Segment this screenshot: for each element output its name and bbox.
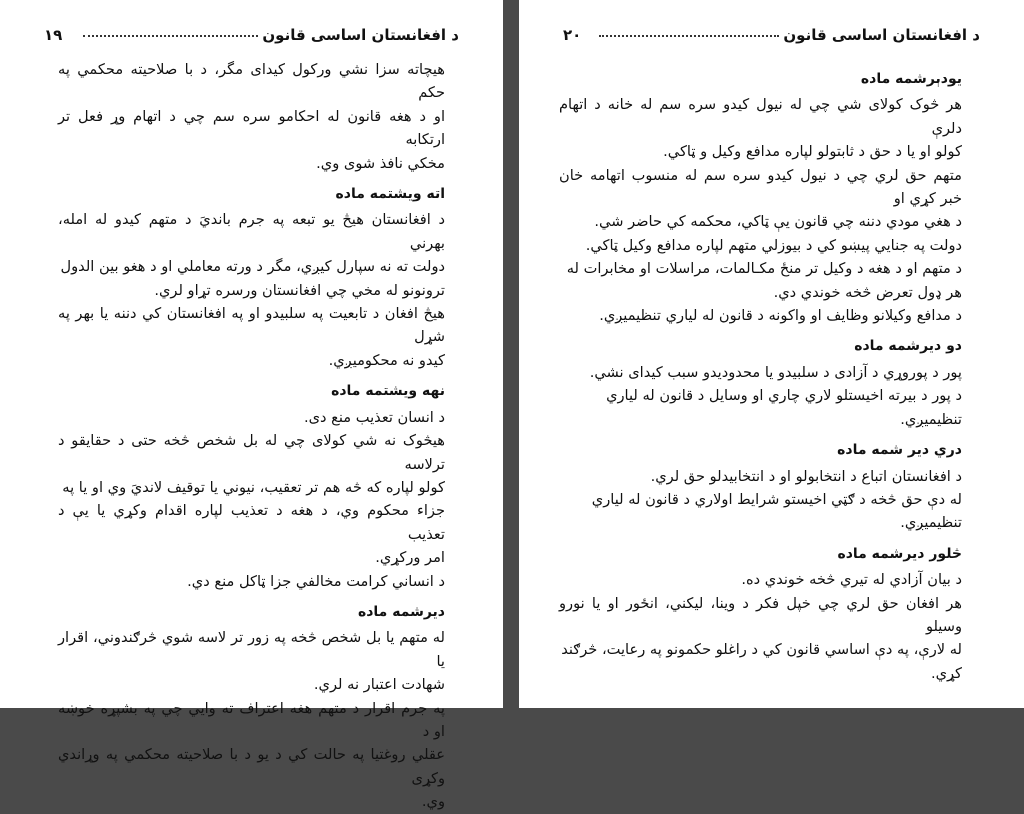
- text-line: هر افغان حق لري چي خپل فکر د وينا، ليکني، انځور او يا نورو وسيلو: [559, 594, 962, 635]
- text-line: دولت ته نه سپارل کيږي، مگر د ورته معاملي او د هغو بين الدول: [60, 258, 445, 276]
- article-heading: يودېرشمه ماده: [860, 71, 962, 87]
- article-paragraph: [58, 58, 445, 175]
- right-page: [519, 0, 1024, 708]
- left-page-header: [44, 26, 459, 48]
- text-line: جزاء محکوم وي، د هغه د تعذيب لپاره اقدام وکړي يا يې د تعذيب: [58, 502, 445, 543]
- header-title: د افغانستان اساسی قانون: [262, 26, 459, 44]
- text-line: د افغانستان هيڅ يو تبعه په جرم بانديَ د متهم کيدو له امله، بهرني: [58, 211, 445, 252]
- article-paragraph: [559, 592, 962, 686]
- article-paragraph: [559, 361, 962, 384]
- page-gutter: [503, 0, 519, 708]
- header-dotted-leader: [599, 35, 779, 37]
- article-paragraph: [559, 465, 962, 488]
- text-line: کولو او يا د حق د ثابتولو لپاره مدافع وکيل و ټاکي.: [663, 143, 962, 161]
- article-heading: ديرشمه ماده: [357, 603, 445, 620]
- text-line: د بيان آزادي له تيري څخه خوندي ده.: [741, 571, 962, 589]
- article-heading: دري دير شمه ماده: [837, 442, 962, 459]
- text-line: د انساني کرامت مخالفي جزا ټاکل منع دي.: [187, 572, 445, 590]
- left-page: [0, 0, 503, 811]
- text-line: دولت په جنايي پيښو کي د بيوزلي متهم لپاره مدافع وکيل ټاکي.: [585, 236, 962, 254]
- article-paragraph: [559, 488, 962, 535]
- article-paragraph: [559, 384, 962, 431]
- text-line: شهادت اعتبار نه لري.: [313, 676, 445, 694]
- article-paragraph: [58, 697, 445, 814]
- article-heading: اته ويشتمه ماده: [335, 186, 445, 203]
- article-paragraph: [559, 257, 962, 304]
- text-line: د پور د بيرته اخيستلو لاري چاري او وسايل د قانون له لياري: [606, 387, 962, 405]
- article-paragraph: [58, 302, 445, 372]
- text-line: کيدو نه محکوميږي.: [328, 351, 445, 369]
- text-line: هر ډول تعرض څخه خوندي دي.: [773, 283, 962, 301]
- header-title: د افغانستان اساسی قانون: [783, 26, 980, 44]
- article-paragraph: [58, 429, 445, 569]
- article-paragraph: [559, 234, 962, 257]
- text-line: پور د پوروړي د آزادى د سلبيدو يا محدوديدو سبب کيداى نشي.: [589, 363, 962, 381]
- text-line: د افغانستان اتباع د انتخابولو او د انتخابيدلو حق لري.: [650, 467, 962, 485]
- text-line: له متهم يا بل شخص څخه په زور تر لاسه شوي څرګندوني، اقرار يا: [58, 629, 445, 670]
- text-line: له دې حق څخه د ګټي اخيستو شرايط اولاري د قانون له لياري: [591, 490, 962, 508]
- right-page-header: [563, 26, 980, 48]
- left-page-body: [58, 58, 445, 814]
- text-line: عقلي روغتيا په حالت کي د يو د با صلاحيته محکمي په وړاندي وکړى: [58, 746, 445, 787]
- article-paragraph: [58, 570, 445, 593]
- text-line: وي.: [421, 793, 445, 811]
- text-line: متهم حق لري چي د نيول کيدو سره سم له منسوب اتهامه خان خبر کړي او: [559, 166, 962, 208]
- article-heading: څلور ديرشمه ماده: [837, 545, 962, 562]
- header-dotted-leader: [83, 35, 258, 37]
- article-paragraph: [58, 406, 445, 429]
- text-line: له لارې، په دې اساسي قانون کي د راغلو حکمونو په رعايت، څرګند: [561, 641, 962, 659]
- article-paragraph: [559, 93, 962, 163]
- article-paragraph: [58, 208, 445, 302]
- text-line: په جرم اقرار د متهم هغه اعتراف ته وايي چي په بشپړه خوښه او د: [58, 699, 445, 740]
- article-paragraph: [559, 568, 962, 591]
- article-paragraph: [58, 626, 445, 696]
- text-line: امر ورکړي.: [375, 549, 445, 567]
- page-number: ٢٠: [563, 26, 582, 44]
- text-line: تنظيميږي.: [900, 514, 962, 532]
- text-line: هر څوک کولاى شي چي له نيول کيدو سره سم له خانه د اتهام دلرې: [559, 96, 962, 137]
- text-line: د مدافع وکيلانو وظايف او واکونه د قانون له لياري تنظيميږي.: [599, 307, 962, 325]
- text-line: هيڅوک نه شي کولاى چي له بل شخص څخه حتى د حقايقو د ترلاسه: [58, 432, 445, 473]
- right-page-body: [559, 60, 962, 685]
- text-line: مخکي نافذ شوى وي.: [316, 154, 445, 172]
- text-line: د متهم او د هغه د وکيل تر منځ مکـالمات، مراسلات او مخابرات له: [566, 260, 962, 278]
- text-line: کولو لپاره که څه هم تر تعقيب، نيوني يا توقيف لانديَ وي او يا په: [62, 478, 445, 496]
- text-line: د انسان تعذيب منع دى.: [303, 408, 445, 426]
- text-line: او د هغه قانون له احکامو سره سم چي د اتهام وړ فعل تر ارتکابه: [58, 107, 445, 149]
- text-line: هيچاته سزا نشي ورکول کيداى مگر، د با صلاحيته محکمي په حکم: [58, 61, 445, 102]
- article-heading: نهه ويشتمه ماده: [331, 383, 445, 400]
- text-line: تنظيميږي.: [900, 410, 962, 428]
- text-line: هيڅ افغان د تابعيت په سلبيدو او په افغانستان کي دننه يا بهر په شړل: [58, 305, 445, 346]
- text-line: د هغي مودي دننه چي قانون يې ټاکي، محکمه کي حاضر شي.: [594, 213, 962, 231]
- text-line: ترونونو له مخي چي افغانستان ورسره تړاو لري.: [154, 281, 445, 299]
- page-number: ١٩: [44, 26, 63, 44]
- article-paragraph: [559, 164, 962, 234]
- text-line: کړي.: [930, 664, 962, 682]
- article-heading: دو ديرشمه ماده: [854, 338, 962, 355]
- article-paragraph: [559, 304, 962, 327]
